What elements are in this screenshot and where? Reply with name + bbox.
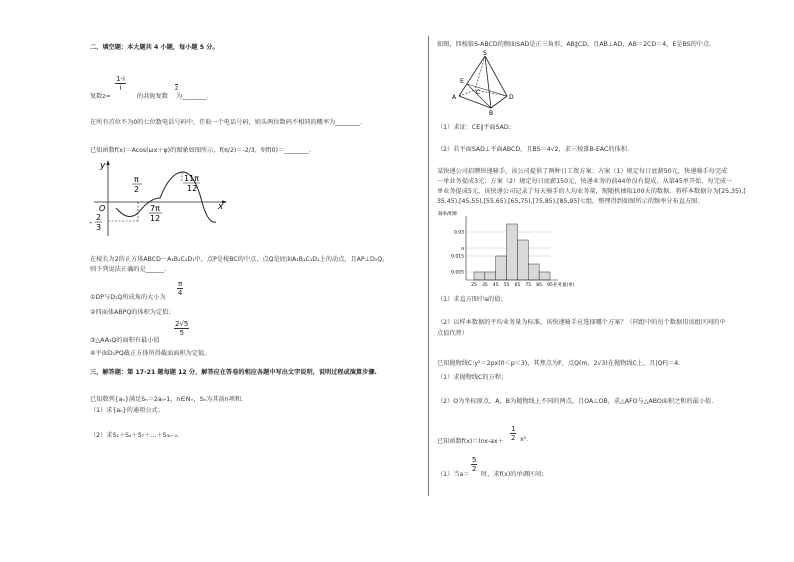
graph-origin: O	[99, 204, 106, 213]
q2-text: 在所有首位不为0的七位数电话号码中，任取一个电话号码，则头两位数码不相同的概率为________.	[90, 119, 362, 126]
q9-p1-fraction	[471, 456, 477, 473]
q9-frac-den: 2	[511, 434, 516, 442]
q6-part2: （2）若平面SAD⊥平面ABCD，且BS＝4√2，求三棱锥B-EAC的体积.	[437, 146, 629, 153]
q5-text: 已知数列{aₙ}满足Sₙ＝2aₙ-1，n∈N₊，Sₙ为其前n项和.	[90, 396, 243, 403]
histogram-x-tick: 45	[492, 283, 499, 288]
section3-title: 三、解答题：第 17-21 题每题 12 分，解答应在答卷的相应各题中写出文字说明，说明过程或演算步骤.	[90, 369, 377, 376]
frequency-histogram	[436, 208, 586, 292]
q7-text-line2: 一单业务提成3元；方案（2）规定每日底薪150元，快递业务的前44单没有提成，从第45单开始，每完成一	[437, 178, 733, 185]
q4-opt1-fraction	[177, 280, 183, 297]
histogram-bar-85-95	[539, 272, 550, 280]
histogram-y-tick: 0.03	[453, 230, 464, 236]
q5-part2: （2）求S₁＋S₄＋S₇＋…＋S₃ₙ₋₂.	[90, 432, 180, 439]
pyramid-label-e: E	[460, 78, 464, 85]
q7-text-line4: 35,45),[45,55),[55,65),[65,75),[75,85),[85,95]七组，整理得到如图所示的频率分布直方图.	[437, 198, 700, 205]
graph-tick-y-num: 2	[96, 213, 102, 222]
graph-tick-7pi-den: 12	[150, 214, 161, 223]
pyramid-label-s: S	[483, 50, 487, 57]
q4-text: 在棱长为2的正方体ABCD－A₁B₁C₁D₁中，点P是棱BC的中点，点Q是底面A₁B₁C₁D₁上的动点，且AP⊥D₁Q，	[90, 256, 389, 263]
histogram-x-tick: 75	[525, 283, 532, 288]
section2-title: 二、填空题：本大题共 4 小题，每小题 5 分。	[90, 44, 219, 51]
q9-p1-frac-den: 2	[472, 465, 477, 473]
histogram-x-tick: 85	[536, 283, 543, 288]
graph-x-label: x	[218, 202, 224, 212]
q4-opt3-frac-den: 5	[179, 329, 184, 337]
q9-text-a: 已知函数f(x)＝lnx-ax＋	[437, 438, 504, 445]
q8-part2: （2）O为坐标原点，A，B为抛物线上不同的两点，且OA⊥OB，求△AFO与△ABO面积之和的最小值.	[437, 398, 714, 405]
graph-tick-11pi-num: 11π	[184, 174, 199, 183]
q9-p1-frac-num: 5	[472, 456, 477, 464]
q1-fraction	[115, 75, 126, 92]
histogram-x-tick: 95	[547, 283, 553, 288]
q9-text-b: x².	[520, 436, 529, 443]
q7-part1: （1）求直方图中a的值；	[437, 296, 507, 303]
q1-text-a: 复数z=	[90, 93, 111, 100]
q6-text: 如图，四棱锥S-ABCD的侧面SAD是正三角形，AB∥CD，且AB⊥AD，AB＝2CD＝4，E是BS的中点.	[437, 41, 712, 48]
q4-opt1-frac-num: π	[178, 280, 183, 288]
histogram-x-label: 业务量(单)	[553, 283, 575, 288]
histogram-x-tick: 35	[481, 283, 488, 288]
graph-tick-y-neg: -	[89, 218, 92, 227]
q7-part2: （2）以样本数据的平均业务量为标准，该快递骑手应选择哪个方案？（同组中的每个数据用该组区间的中	[437, 319, 726, 326]
q4-option-2: ②四面体ABPQ的体积为定值；	[90, 309, 175, 316]
q4-text2: 则下列说法正确的是______.	[90, 266, 167, 273]
q9-fraction	[510, 425, 516, 442]
q4-option-1: ①DP与D₁Q所成角的大小为	[90, 294, 166, 301]
histogram-bar-35-45	[485, 272, 496, 280]
q1-fraction-den: i	[119, 84, 122, 92]
q9-part1-a: （1）当a＝	[437, 471, 470, 478]
histogram-bar-65-75	[517, 240, 528, 280]
pyramid-label-d: D	[509, 94, 514, 101]
q1-zbar: z	[175, 85, 179, 92]
pyramid-label-b: B	[489, 110, 494, 116]
graph-curve	[116, 172, 216, 222]
histogram-y-tick: 0.015	[451, 254, 464, 260]
graph-tick-11pi-den: 12	[187, 184, 198, 193]
histogram-x-tick: 65	[514, 283, 521, 288]
histogram-x-tick: 55	[503, 283, 510, 288]
q6-part1: （1）求证：CE∥平面SAD；	[437, 124, 515, 131]
q9-part1-b: 时，求f(x)的单调区间；	[481, 471, 548, 478]
q4-opt3-fraction	[174, 320, 189, 337]
q3-text: 已知函数f(x)＝Acos(ωx＋φ)的图象如图所示，f(π/2)＝-2/3，则f(0)＝________.	[90, 147, 311, 154]
histogram-y-tick: a	[461, 246, 464, 252]
graph-tick-y-den: 3	[96, 223, 102, 232]
q4-option-4: ④平面D₁PQ截正方体所得截面面积为定值。	[90, 350, 211, 357]
histogram-bar-25-35	[474, 272, 485, 280]
q7-part2b: 点值代替）	[437, 330, 468, 337]
q7-text-line1: 某快递公司招聘快递骑手，该公司提供了两种日工资方案：方案（1）规定每日底薪50元，快递骑手每完成	[437, 168, 728, 175]
pyramid-label-c: C	[476, 89, 481, 96]
q5-part1: （1）求{aₙ}的通项公式；	[90, 407, 164, 414]
column-divider	[428, 36, 429, 496]
cosine-graph	[88, 158, 233, 238]
graph-tick-pi2-den: 2	[134, 185, 140, 194]
q8-text: 已知抛物线C:y²＝2px(0＜p＜3)，其焦点为F，点Q(m，2√3)在抛物线C上，且|QF|＝4.	[437, 360, 681, 367]
graph-y-label: y	[100, 161, 106, 171]
histogram-bar-55-65	[507, 224, 518, 280]
q4-opt3-frac-num: 2√5	[175, 320, 189, 328]
q7-text-line3: 单业务提成5元，该快递公司记录了每天骑手的人均业务量，现随机抽取100天的数据，将样本数据分为[25,35),[	[437, 188, 746, 195]
histogram-bar-75-85	[528, 264, 539, 280]
histogram-x-tick: 25	[471, 283, 477, 288]
histogram-y-label: 频率/组距	[438, 212, 458, 217]
graph-tick-pi2-num: π	[134, 175, 139, 184]
q1-fraction-num: 1-i	[116, 75, 125, 83]
histogram-y-tick: 0.005	[451, 270, 464, 276]
histogram-bar-45-55	[496, 256, 507, 280]
q8-part1: （1）求抛物线C的方程；	[437, 374, 508, 381]
q1-text-c: 为________.	[176, 93, 209, 100]
q4-opt1-frac-den: 4	[177, 289, 183, 297]
q1-text-b: 的共轭复数	[137, 93, 168, 100]
pyramid-label-a: A	[452, 94, 457, 101]
q4-option-3: ③△AA₁Q的面积有最小值	[90, 337, 160, 344]
graph-tick-7pi-num: 7π	[150, 204, 160, 213]
q9-frac-num: 1	[511, 425, 516, 433]
pyramid-diagram	[445, 50, 525, 116]
